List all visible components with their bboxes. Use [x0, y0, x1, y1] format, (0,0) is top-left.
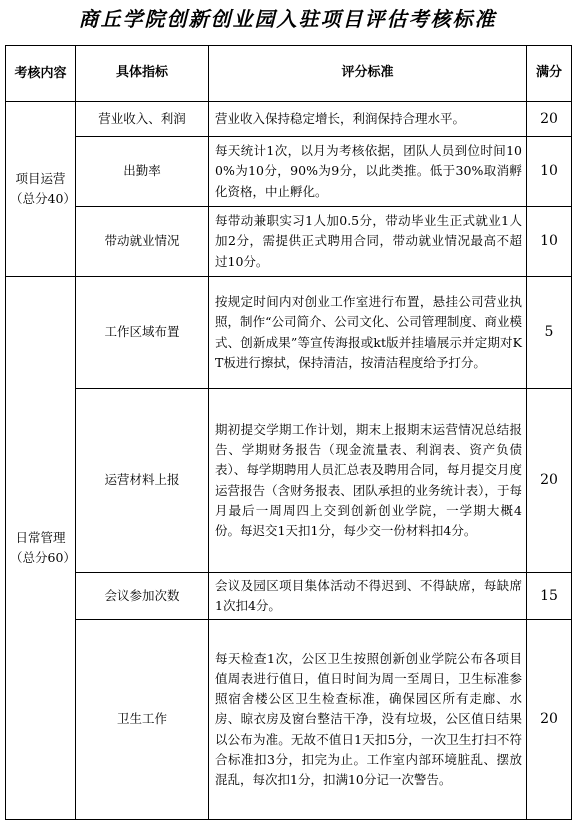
table-row [6, 389, 572, 573]
criteria-cell: 会议及园区项目集体活动不得迟到、不得缺席，每缺席1次扣4分。 [209, 573, 527, 620]
indicator-cell: 运营材料上报 [76, 389, 209, 573]
criteria-cell: 按规定时间内对创业工作室进行布置，悬挂公司营业执照，制作“公司简介、公司文化、公司管理制度、商业模式、创新成果”等宣传海报或kt版并挂墙展示并定期对KT板进行擦拭，保持清洁，按清洁程度给予打分。 [209, 277, 527, 389]
header-category: 考核内容 [6, 46, 76, 102]
indicator-cell: 会议参加次数 [76, 573, 209, 620]
indicator-cell: 带动就业情况 [76, 207, 209, 277]
score-cell: 5 [527, 277, 572, 389]
table-header-row [6, 46, 572, 102]
indicator-cell: 卫生工作 [76, 620, 209, 820]
table-row [6, 207, 572, 277]
score-cell: 15 [527, 573, 572, 620]
criteria-cell: 每天统计1次，以月为考核依据，团队人员到位时间100%为10分，90%为9分，以此类推。低于30%取消孵化资格，中止孵化。 [209, 137, 527, 207]
table-row [6, 137, 572, 207]
header-indicator: 具体指标 [76, 46, 209, 102]
table-row [6, 620, 572, 820]
page-title: 商丘学院创新创业园入驻项目评估考核标准 [78, 7, 497, 31]
indicator-cell: 工作区域布置 [76, 277, 209, 389]
score-cell: 20 [527, 389, 572, 573]
score-cell: 20 [527, 102, 572, 137]
category-cell: 项目运营（总分40） [6, 102, 76, 277]
table-row [6, 102, 572, 137]
score-cell: 20 [527, 620, 572, 820]
criteria-cell: 每带动兼职实习1人加0.5分，带动毕业生正式就业1人加2分，需提供正式聘用合同，带动就业情况最高不超过10分。 [209, 207, 527, 277]
indicator-cell: 营业收入、利润 [76, 102, 209, 137]
table-row [6, 277, 572, 389]
assessment-table [5, 45, 572, 820]
score-cell: 10 [527, 137, 572, 207]
category-cell: 日常管理（总分60） [6, 277, 76, 820]
criteria-cell: 每天检查1次，公区卫生按照创新创业学院公布各项目值周表进行值日，值日时间为周一至周日，卫生标准参照宿舍楼公区卫生检查标准，确保园区所有走廊、水房、晾衣房及窗台整洁干净，没有垃圾，公区值日结果以公布为准。无故不值日1天扣5分，一次卫生打扫不符合标准扣3分，扣完为止。工作室内部环境脏乱、摆放混乱，每次扣1分，扣满10分记一次警告。 [209, 620, 527, 820]
table-row [6, 573, 572, 620]
indicator-cell: 出勤率 [76, 137, 209, 207]
criteria-cell: 营业收入保持稳定增长，利润保持合理水平。 [209, 102, 527, 137]
header-score: 满分 [527, 46, 572, 102]
header-criteria: 评分标准 [209, 46, 527, 102]
criteria-cell: 期初提交学期工作计划，期末上报期末运营情况总结报告、学期财务报告（现金流量表、利润表、资产负债表）、每学期聘用人员汇总表及聘用合同，每月提交月度运营报告（含财务报表、团队承担的业务统计表），于每月最后一周周四上交到创新创业学院，一学期大概4份。每迟交1天扣1分，每少交一份材料扣4分。 [209, 389, 527, 573]
score-cell: 10 [527, 207, 572, 277]
